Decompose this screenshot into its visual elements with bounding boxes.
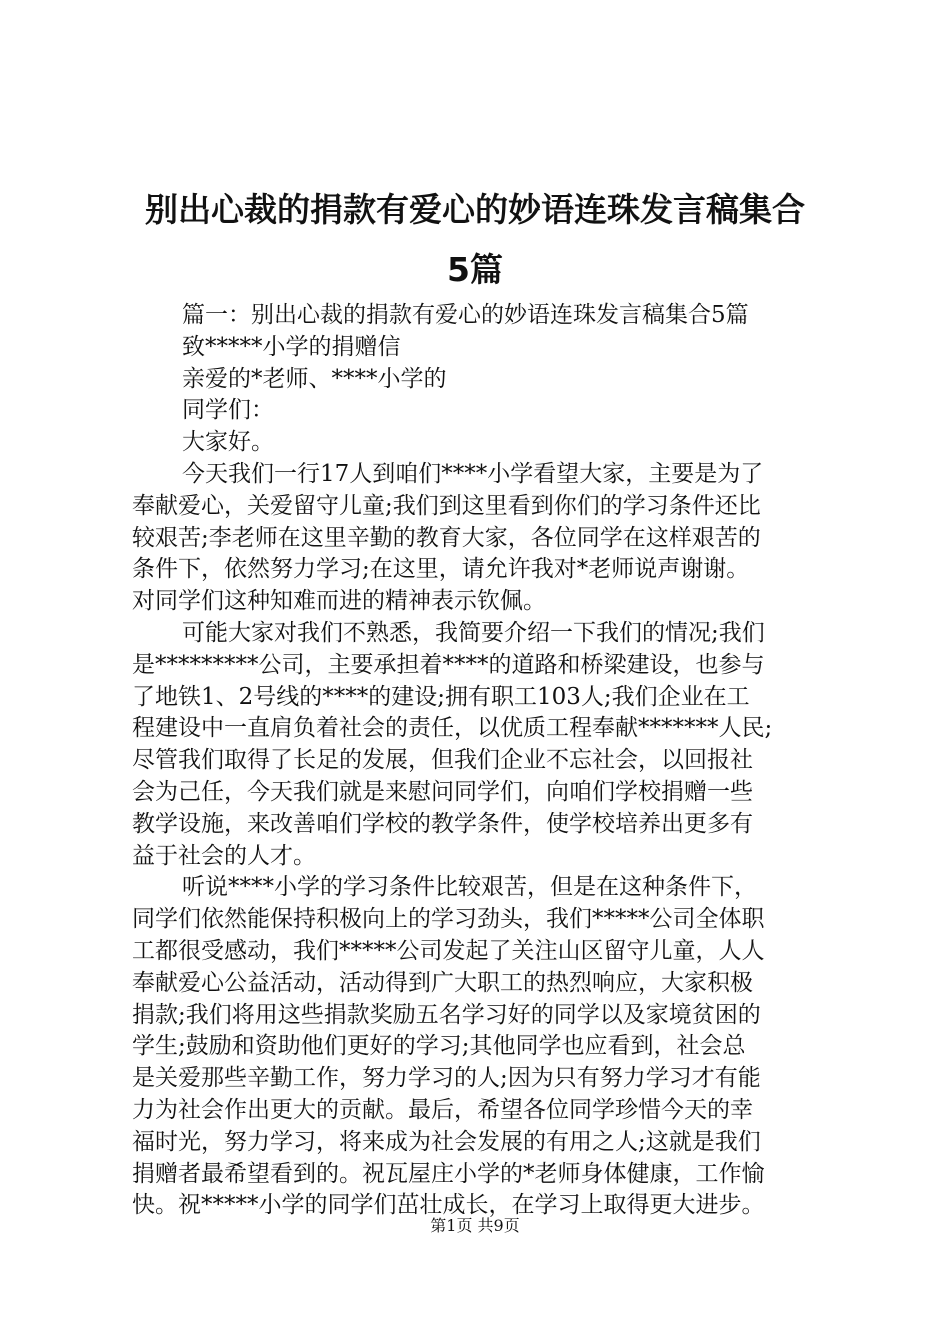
paragraph-1-line: 较艰苦;李老师在这里辛勤的教育大家，各位同学在这样艰苦的 — [132, 524, 761, 551]
document-body — [132, 300, 832, 1222]
paragraph-2-line: 会为己任，今天我们就是来慰问同学们，向咱们学校捐赠一些 — [132, 778, 753, 805]
letter-title: 致*****小学的捐赠信 — [182, 333, 401, 360]
paragraph-2-line: 程建设中一直肩负着社会的责任，以优质工程奉献*******人民; — [132, 715, 773, 742]
paragraph-3-line: 捐款;我们将用这些捐款奖励五名学习好的同学以及家境贫困的 — [132, 1001, 761, 1028]
paragraph-3-line: 工都很受感动，我们*****公司发起了关注山区留守儿童，人人 — [132, 937, 765, 964]
paragraph-3-line: 听说****小学的学习条件比较艰苦，但是在这种条件下， — [182, 874, 757, 901]
paragraph-3-line: 同学们依然能保持积极向上的学习劲头，我们*****公司全体职 — [132, 906, 765, 933]
paragraph-3-line: 学生;鼓励和资助他们更好的学习;其他同学也应看到，社会总 — [132, 1033, 746, 1060]
paragraph-1-line: 今天我们一行17人到咱们****小学看望大家，主要是为了 — [182, 460, 764, 487]
paragraph-1-line: 奉献爱心，关爱留守儿童;我们到这里看到你们的学习条件还比 — [132, 492, 761, 519]
paragraph-1-line: 条件下，依然努力学习;在这里，请允许我对*老师说声谢谢。 — [132, 556, 750, 583]
paragraph-2-line: 了地铁1、2号线的****的建设;拥有职工103人;我们企业在工 — [132, 683, 750, 710]
paragraph-2-line: 可能大家对我们不熟悉，我简要介绍一下我们的情况;我们 — [182, 619, 765, 646]
paragraph-3-line: 奉献爱心公益活动，活动得到广大职工的热烈响应，大家积极 — [132, 969, 753, 996]
greeting: 大家好。 — [182, 429, 274, 456]
salutation-cont: 同学们： — [182, 397, 274, 424]
paragraph-3-line: 快。祝*****小学的同学们茁壮成长，在学习上取得更大进步。 — [132, 1192, 765, 1219]
section-heading: 篇一：别出心裁的捐款有爱心的妙语连珠发言稿集合5篇 — [182, 302, 749, 328]
paragraph-2-line: 教学设施，来改善咱们学校的教学条件，使学校培养出更多有 — [132, 810, 753, 837]
paragraph-2-line: 益于社会的人才。 — [132, 842, 316, 869]
document-title-line-2: 5篇 — [447, 250, 503, 289]
paragraph-2-line: 尽管我们取得了长足的发展，但我们企业不忘社会，以回报社 — [132, 747, 753, 774]
document-title-line-1: 别出心裁的捐款有爱心的妙语连珠发言稿集合 — [145, 190, 805, 229]
paragraph-3-line: 捐赠者最希望看到的。祝瓦屋庄小学的*老师身体健康，工作愉 — [132, 1160, 765, 1187]
paragraph-3-line: 力为社会作出更大的贡献。最后，希望各位同学珍惜今天的幸 — [132, 1096, 753, 1123]
paragraph-2-line: 是*********公司，主要承担着****的道路和桥梁建设，也参与 — [132, 651, 765, 678]
page-footer: 第1页 共9页 — [430, 1216, 520, 1235]
paragraph-3-line: 福时光，努力学习，将来成为社会发展的有用之人;这就是我们 — [132, 1128, 761, 1155]
paragraph-3-line: 是关爱那些辛勤工作，努力学习的人;因为只有努力学习才有能 — [132, 1065, 761, 1092]
salutation: 亲爱的*老师、****小学的 — [182, 365, 447, 392]
paragraph-1-line: 对同学们这种知难而进的精神表示钦佩。 — [132, 588, 546, 615]
